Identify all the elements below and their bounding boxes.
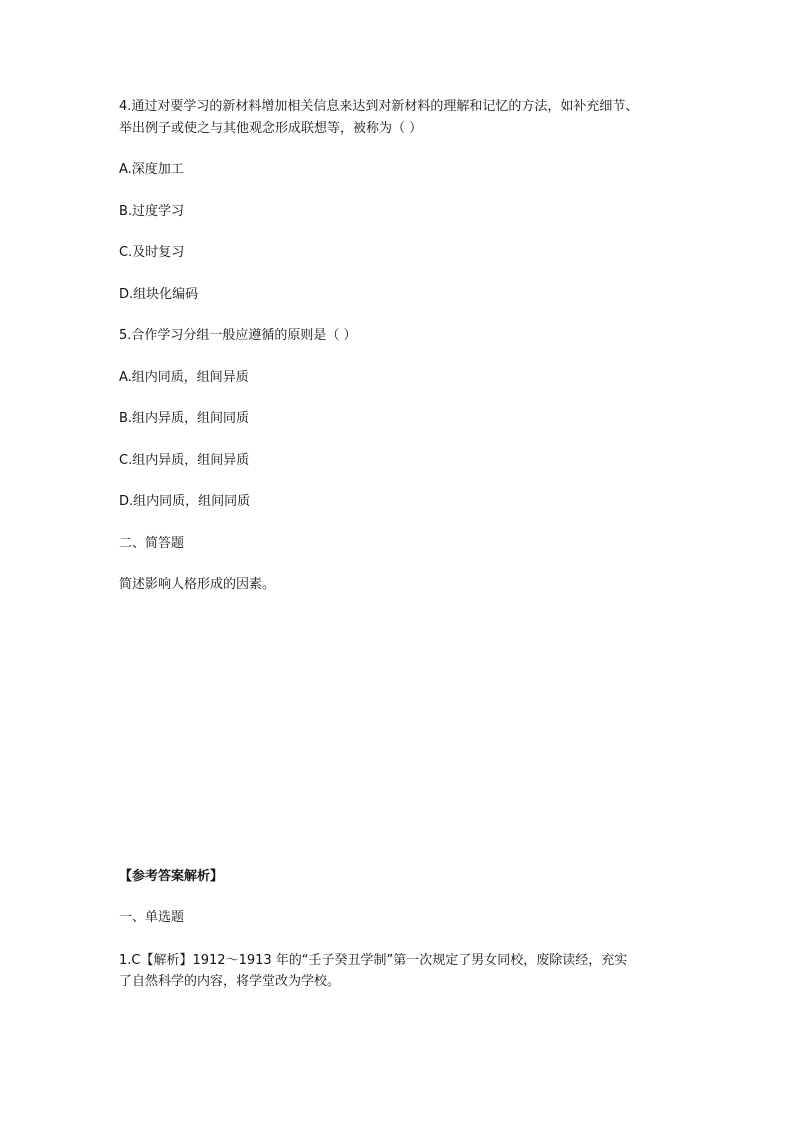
q5-stem: 5.合作学习分组一般应遵循的原则是（ ） [119,328,357,343]
q4-option-d: D.组块化编码 [119,287,199,302]
q4-option-a: A.深度加工 [119,162,184,177]
q4-option-c: C.及时复习 [119,245,185,260]
q4-stem-line1: 4.通过对要学习的新材料增加相关信息来达到对新材料的理解和记忆的方法，如补充细节、 [119,99,639,114]
answers-section1-heading: 一、单选题 [119,910,185,925]
answer-1-line1: 1.C【解析】1912～1913 年的“壬子癸丑学制”第一次规定了男女同校，废除读经，充实 [119,953,628,968]
answer-1-line2: 了自然科学的内容，将学堂改为学校。 [119,974,341,989]
answers-heading: 【参考答案解析】 [119,869,224,884]
q5-option-c: C.组内异质，组间异质 [119,453,250,468]
section2-heading: 二、简答题 [119,536,185,551]
q5-option-a: A.组内同质，组间异质 [119,370,249,385]
q5-option-b: B.组内异质，组间同质 [119,411,250,426]
q4-option-b: B.过度学习 [119,204,185,219]
q5-option-d: D.组内同质，组间同质 [119,494,251,509]
q4-stem-line2: 举出例子或使之与其他观念形成联想等，被称为（ ） [119,121,423,136]
section2-question: 简述影响人格形成的因素。 [119,577,276,592]
